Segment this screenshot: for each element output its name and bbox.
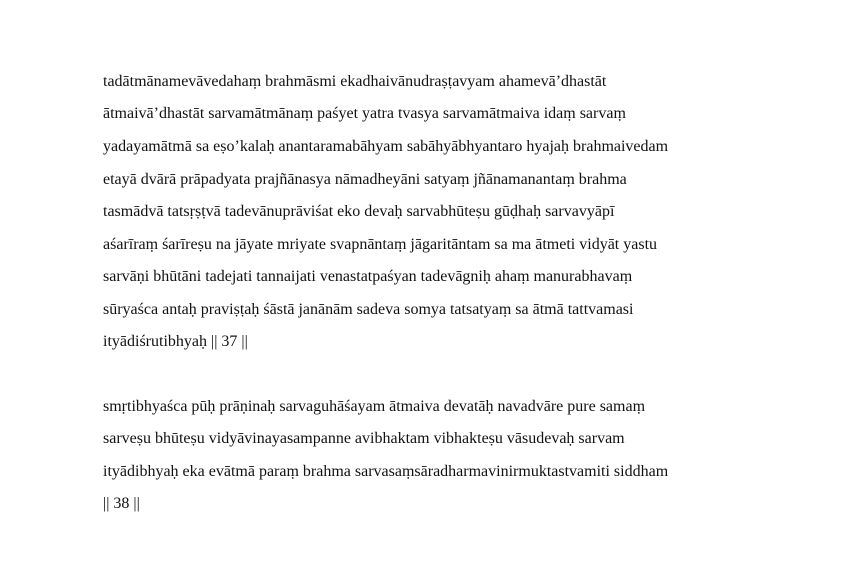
text-line: tasmādvā tatsṛṣṭvā tadevānuprāviśat eko devaḥ sarvabhūteṣu gūḍhaḥ sarvavyāpī <box>103 203 615 220</box>
text-line: ātmaivā’dhastāt sarvamātmānaṃ paśyet yatra tvasya sarvamātmaiva idaṃ sarvaṃ <box>103 105 626 122</box>
text-line: ityādiśrutibhyaḥ || 37 || <box>103 333 248 350</box>
text-line: yadayamātmā sa eṣo’kalaḥ anantaramabāhyam sabāhyābhyantaro hyajaḥ brahmaivedam <box>103 138 669 155</box>
text-line: sarvāṇi bhūtāni tadejati tannaijati venastatpaśyan tadevāgniḥ ahaṃ manurabhavaṃ <box>103 268 633 285</box>
text-line: sarveṣu bhūteṣu vidyāvinayasampanne avibhaktam vibhakteṣu vāsudevaḥ sarvam <box>103 430 625 447</box>
text-line: aśarīraṃ śarīreṣu na jāyate mriyate svapnāntaṃ jāgaritāntam sa ma ātmeti vidyāt yastu <box>103 236 658 253</box>
text-line: smṛtibhyaśca pūḥ prāṇinaḥ sarvaguhāśayam ātmaiva devatāḥ navadvāre pure samaṃ <box>103 398 646 415</box>
text-line: etayā dvārā prāpadyata prajñānasya nāmadheyāni satyaṃ jñānamanantaṃ brahma <box>103 171 627 188</box>
text-line: ityādibhyaḥ eka evātmā paraṃ brahma sarvasaṃsāradharmavinirmuktastvamiti siddham <box>103 463 669 480</box>
text-line: sūryaśca antaḥ praviṣṭaḥ śāstā janānām sadeva somya tatsatyaṃ sa ātmā tattvamasi <box>103 301 634 318</box>
text-line: tadātmānamevāvedahaṃ brahmāsmi ekadhaivānudraṣṭavyam ahamevā’dhastāt <box>103 73 607 90</box>
text-line: || 38 || <box>103 495 140 512</box>
